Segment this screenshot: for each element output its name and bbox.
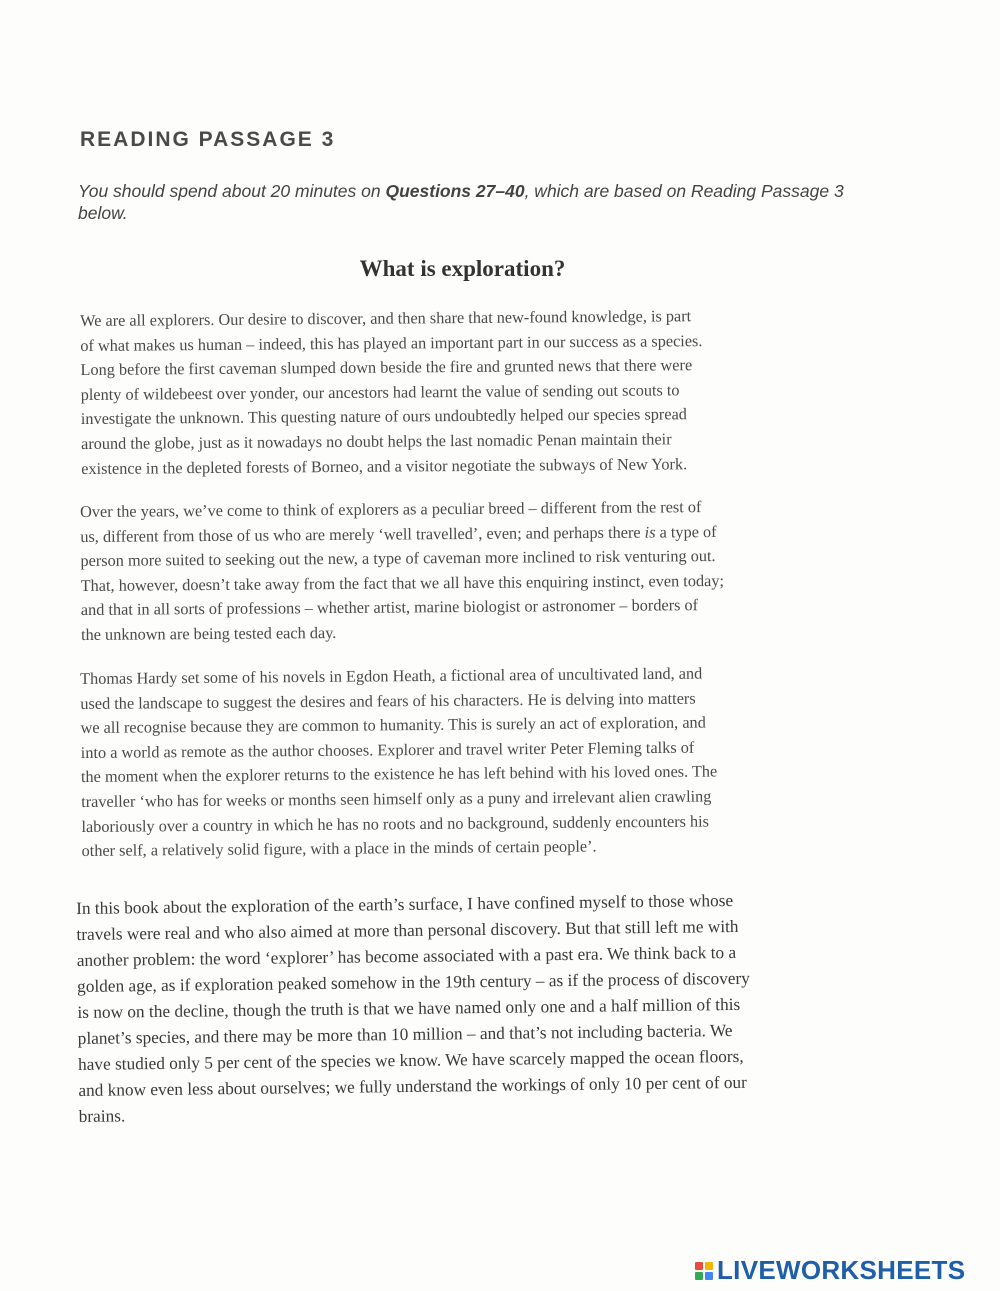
brand-grid-icon (695, 1262, 713, 1280)
paragraph-line: of what makes us human – indeed, this has played an important part in our success as a species. (80, 330, 703, 355)
paragraph-line: brains. (78, 1106, 126, 1126)
brand-square-icon (695, 1262, 703, 1270)
emphasis-is: is (644, 522, 656, 542)
paragraph-line: person more suited to seeking out the new, a type of caveman more inclined to risk venturing out. (80, 546, 716, 571)
paragraph-line: and know even less about ourselves; we fully understand the workings of only 10 per cent of our (78, 1072, 747, 1100)
instruction-text (78, 180, 878, 224)
brand-name: LIVEWORKSHEETS (717, 1255, 966, 1285)
paragraph-line: a type of (655, 521, 717, 542)
paragraph-line: another problem: the word ‘explorer’ has become associated with a past era. We think back to a (76, 942, 737, 970)
paragraph-line: other self, a relatively solid figure, with a place in the minds of certain people’. (81, 836, 597, 861)
paragraph-line: planet’s species, and there may be more than 10 million – and that’s not including bacteria. We (77, 1020, 733, 1048)
instruction-before: You should spend about 20 minutes on (78, 181, 386, 201)
paragraph-line: the moment when the explorer returns to the existence he has left behind with his loved ones. The (80, 761, 718, 787)
paragraph-line: we all recognise because they are common to humanity. This is surely an act of exploration, and (80, 712, 706, 738)
paragraph-line: That, however, doesn’t take away from the fact that we all have this enquiring instinct, even today; (80, 570, 725, 595)
liveworksheets-logo[interactable] (695, 1255, 965, 1286)
paragraph-line: us, different from those of us who are merely ‘well travelled’, even; and perhaps there (80, 522, 645, 546)
paragraph-line: into a world as remote as the author chooses. Explorer and travel writer Peter Fleming talks of (80, 737, 695, 762)
brand-square-icon (705, 1272, 713, 1280)
paragraph-line: We are all explorers. Our desire to discover, and then share that new-found knowledge, is part (80, 306, 692, 330)
paragraph-line: is now on the decline, though the truth is that we have named only one and a half million of this (77, 994, 741, 1022)
paragraph-2 (80, 494, 871, 648)
paragraph-1 (80, 303, 871, 481)
paragraph-line: used the landscape to suggest the desires and fears of his characters. He is delving into matters (80, 688, 696, 713)
paragraph-line: plenty of wildebeest over yonder, our ancestors had learnt the value of sending out scouts to (80, 380, 680, 404)
paragraph-line: traveller ‘who has for weeks or months seen himself only as a puny and irrelevant alien crawling (81, 786, 712, 811)
brand-square-icon (705, 1262, 713, 1270)
paragraph-line: have studied only 5 per cent of the species we know. We have scarcely mapped the ocean floors, (77, 1046, 744, 1074)
instruction-after: , which are based on Reading Passage 3 below. (78, 181, 844, 223)
paragraph-line: Thomas Hardy set some of his novels in Egdon Heath, a fictional area of uncultivated land, and (80, 663, 703, 688)
paragraph-line: golden age, as if exploration peaked somehow in the 19th century – as if the process of discovery (76, 968, 750, 996)
paragraph-line: In this book about the exploration of the earth’s surface, I have confined myself to those whose (76, 890, 734, 918)
passage-title: What is exploration? (359, 256, 566, 281)
paragraph-line: Over the years, we’ve come to think of explorers as a peculiar breed – different from the rest of (80, 497, 702, 521)
paragraph-line: laboriously over a country in which he has no roots and no background, suddenly encounters his (81, 811, 710, 836)
instruction-questions: Questions 27–40 (385, 181, 525, 201)
paragraph-3 (80, 660, 887, 864)
section-heading: READING PASSAGE 3 (80, 128, 336, 151)
paragraph-4 (76, 886, 937, 1130)
paragraph-line: travels were real and who also aimed at more than personal discovery. But that still left me with (76, 916, 739, 944)
paragraph-line: and that in all sorts of professions – whether artist, marine biologist or astronomer – borders of (80, 595, 699, 620)
paragraph-line: Long before the first caveman slumped down beside the fire and grunted news that there were (80, 355, 693, 380)
paragraph-line: the unknown are being tested each day. (80, 622, 337, 644)
paragraph-line: investigate the unknown. This questing nature of ours undoubtedly helped our species spread (80, 404, 687, 429)
paragraph-line: existence in the depleted forests of Borneo, and a visitor negotiate the subways of New York. (81, 453, 688, 478)
brand-square-icon (695, 1272, 703, 1280)
paragraph-line: around the globe, just as it nowadays no doubt helps the last nomadic Penan maintain their (80, 429, 672, 453)
